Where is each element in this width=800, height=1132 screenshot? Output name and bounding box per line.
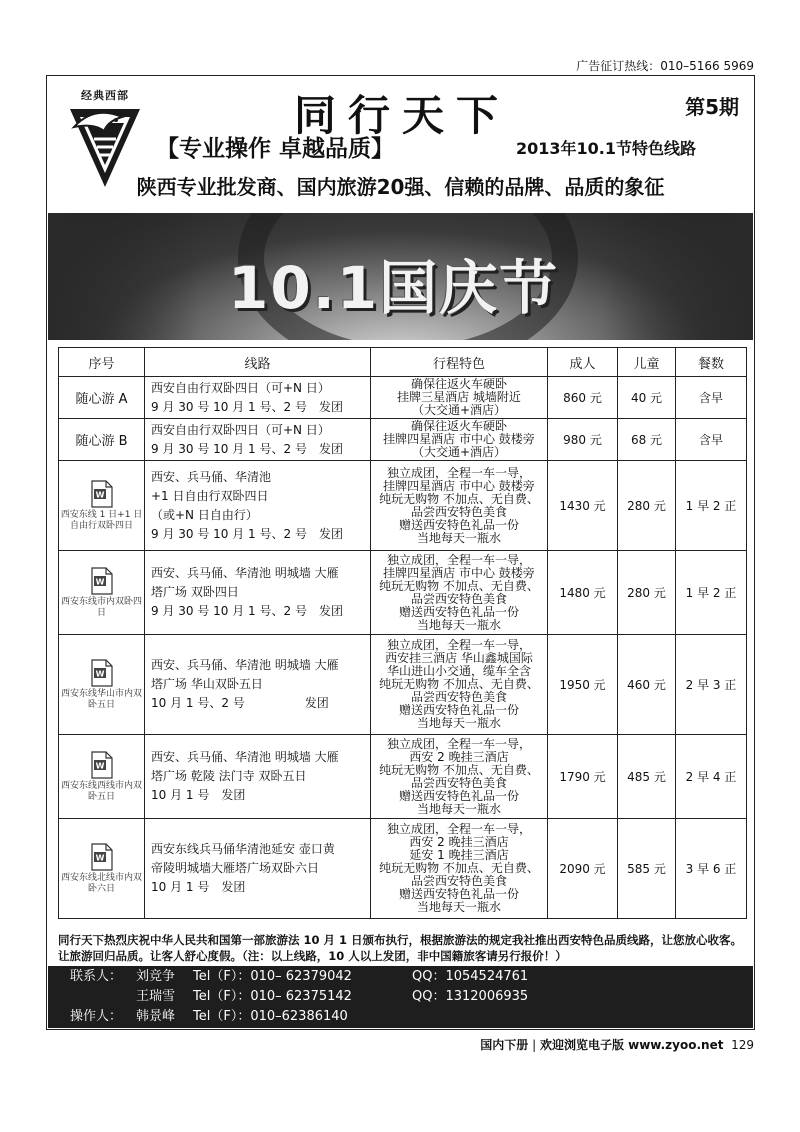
document-file-label[interactable]: 西安东线 1 日+1 日自由行双卧四日 — [60, 509, 143, 531]
feature-line: 纯玩无购物 不加点、无自费、 — [379, 578, 539, 593]
contact-row — [48, 1007, 753, 1027]
table-header-row — [59, 348, 747, 377]
feature-line: 品尝西安特色美食 — [410, 591, 507, 606]
svg-text:W: W — [95, 669, 104, 678]
feature-line: 独立成团，全程一车一导， — [386, 736, 531, 751]
contact-tel: Tel（F）：010– 62375142 — [193, 989, 352, 1004]
meals-cell: 2 早 3 正 — [676, 635, 747, 735]
feature-line: 当地每天一瓶水 — [416, 900, 501, 914]
svg-text:W: W — [95, 853, 104, 862]
route-line: 西安、兵马俑、华清池 — [151, 469, 272, 484]
feature-line: 纯玩无购物 不加点、无自费、 — [379, 677, 539, 691]
table-row — [59, 461, 747, 551]
col-header-route: 线路 — [145, 348, 371, 377]
route-line: 9 月 30 号 10 月 1 号、2 号 发团 — [151, 526, 343, 541]
route-cell — [145, 377, 371, 419]
page-footer — [480, 1036, 754, 1053]
feature-line: 赠送西安特色礼品一份 — [398, 887, 519, 901]
child-price-cell: 40 元 — [618, 377, 676, 419]
route-cell — [145, 819, 371, 919]
col-header-features: 行程特色 — [371, 348, 548, 377]
feature-line: 纯玩无购物 不加点、无自费、 — [379, 491, 539, 506]
feature-line: 西安挂三酒店 华山鑫城国际 — [385, 651, 533, 665]
feature-line: 独立成团，全程一车一导， — [386, 822, 531, 836]
contact-qq: QQ：1312006935 — [412, 989, 529, 1004]
meals-cell: 含早 — [676, 377, 747, 419]
route-line: 10 月 1 号 发团 — [151, 788, 246, 802]
feature-line: 独立成团，全程一车一导， — [386, 552, 531, 567]
row-index-label: 随心游 B — [75, 434, 128, 449]
row-index-label: 随心游 A — [75, 392, 128, 407]
features-cell — [371, 635, 548, 735]
document-file-label[interactable]: 西安东线北线市内双卧六日 — [60, 872, 142, 894]
col-header-meals: 餐数 — [676, 348, 747, 377]
routes-table-body — [59, 377, 747, 919]
route-line: 9 月 30 号 10 月 1 号、2 号 发团 — [151, 604, 343, 618]
child-price-cell: 280 元 — [618, 461, 676, 551]
word-document-icon[interactable] — [90, 751, 114, 779]
route-cell — [145, 735, 371, 819]
document-file-label[interactable]: 西安东线西线市内双卧五日 — [60, 780, 142, 802]
table-row — [59, 551, 747, 635]
route-line: 10 月 1 号、2 号 发团 — [151, 696, 329, 710]
tagline: 【专业操作 卓越品质】 — [156, 136, 395, 162]
features-cell — [371, 819, 548, 919]
contact-name: 刘竞争 — [136, 969, 176, 984]
adult-price-cell: 980 元 — [548, 419, 618, 461]
row-index-cell — [59, 419, 145, 461]
feature-line: 赠送西安特色礼品一份 — [398, 517, 519, 532]
magazine-title: 同行天下 — [294, 91, 511, 140]
table-row — [59, 377, 747, 419]
feature-line: 西安 2 晚挂三酒店 — [409, 749, 509, 764]
document-file-label[interactable]: 西安东线华山市内双卧五日 — [60, 688, 142, 710]
feature-line: 品尝西安特色美食 — [410, 874, 507, 888]
routes-table — [58, 347, 747, 919]
feature-line: （大交通+酒店） — [411, 403, 507, 417]
contact-tel: Tel（F）：010–62386140 — [193, 1009, 348, 1024]
features-cell — [371, 377, 548, 419]
route-cell — [145, 551, 371, 635]
feature-line: 华山进山小交通，缆车全含 — [386, 664, 531, 678]
feature-line: 独立成团，全程一车一导， — [386, 638, 531, 652]
word-document-icon[interactable] — [90, 659, 114, 687]
feature-line: 当地每天一瓶水 — [416, 801, 501, 816]
route-line: 西安自由行双卧四日（可+N 日） — [151, 380, 330, 395]
row-index-cell[interactable] — [59, 461, 145, 551]
row-index-cell[interactable] — [59, 551, 145, 635]
meals-cell: 3 早 6 正 — [676, 819, 747, 919]
col-header-index: 序号 — [59, 348, 145, 377]
word-document-icon[interactable] — [90, 567, 114, 595]
route-line: 9 月 30 号 10 月 1 号、2 号 发团 — [151, 399, 343, 414]
adult-price-cell: 2090 元 — [548, 819, 618, 919]
svg-text:W: W — [95, 761, 104, 770]
row-index-cell[interactable] — [59, 735, 145, 819]
feature-line: 纯玩无购物 不加点、无自费、 — [379, 861, 539, 875]
table-row — [59, 819, 747, 919]
svg-text:W: W — [95, 577, 104, 586]
adult-price-cell: 1950 元 — [548, 635, 618, 735]
features-cell — [371, 735, 548, 819]
document-file-label[interactable]: 西安东线市内双卧四日 — [60, 596, 142, 618]
meals-cell: 1 早 2 正 — [676, 461, 747, 551]
route-cell — [145, 461, 371, 551]
route-line: 塔广场 乾陵 法门寺 双卧五日 — [151, 769, 307, 783]
footer-section: 国内下册 — [480, 1038, 529, 1052]
feature-line: 确保往返火车硬卧 — [410, 377, 507, 391]
contact-qq: QQ：1054524761 — [412, 969, 529, 984]
row-index-cell[interactable] — [59, 635, 145, 735]
feature-line: 当地每天一瓶水 — [416, 716, 501, 730]
table-row — [59, 635, 747, 735]
feature-line: 挂牌四星酒店 市中心 鼓楼旁 — [383, 478, 535, 493]
meals-cell: 2 早 4 正 — [676, 735, 747, 819]
row-index-cell[interactable] — [59, 819, 145, 919]
adult-price-cell: 860 元 — [548, 377, 618, 419]
holiday-route-title: 2013年10.1节特色线路 — [516, 139, 697, 158]
route-line: 西安、兵马俑、华清池 明城墙 大雁 — [151, 750, 339, 764]
route-line: +1 日自由行双卧四日 — [151, 488, 269, 503]
adult-price-cell: 1480 元 — [548, 551, 618, 635]
col-header-adult: 成人 — [548, 348, 618, 377]
footer-text: 欢迎浏览电子版 www.zyoo.net — [539, 1038, 724, 1052]
child-price-cell: 585 元 — [618, 819, 676, 919]
contact-role: 联系人： — [70, 969, 123, 984]
feature-line: 挂牌四星酒店 市中心 鼓楼旁 — [383, 565, 535, 580]
feature-line: 品尝西安特色美食 — [410, 504, 507, 519]
table-row — [59, 735, 747, 819]
issue-number: 第5期 — [685, 95, 739, 119]
ad-hotline: 广告征订热线：010–5166 5969 — [576, 59, 754, 73]
feature-line: 确保往返火车硬卧 — [410, 419, 507, 433]
national-day-banner — [48, 213, 753, 340]
child-price-cell: 280 元 — [618, 551, 676, 635]
row-index-cell — [59, 377, 145, 419]
meals-cell: 含早 — [676, 419, 747, 461]
logo-text: 经典西部 — [81, 89, 129, 102]
route-line: 帝陵明城墙大雁塔广场双卧六日 — [151, 861, 320, 875]
contact-tel: Tel（F）：010– 62379042 — [193, 969, 352, 984]
features-cell — [371, 551, 548, 635]
route-line: 西安、兵马俑、华清池 明城墙 大雁 — [151, 566, 339, 580]
feature-line: 赠送西安特色礼品一份 — [398, 788, 519, 803]
feature-line: 独立成团，全程一车一导， — [386, 465, 531, 480]
feature-line: 当地每天一瓶水 — [416, 530, 501, 545]
svg-text:W: W — [95, 490, 104, 499]
child-price-cell: 485 元 — [618, 735, 676, 819]
contact-row — [48, 967, 753, 987]
child-price-cell: 460 元 — [618, 635, 676, 735]
route-line: （或+N 日自由行） — [151, 507, 258, 522]
feature-line: 挂牌四星酒店 市中心 鼓楼旁 — [383, 432, 535, 446]
slogan: 陕西专业批发商、国内旅游20强、信赖的品牌、品质的象征 — [136, 175, 665, 199]
feature-line: 纯玩无购物 不加点、无自费、 — [379, 762, 539, 777]
route-line: 西安东线兵马俑华清池延安 壶口黄 — [151, 842, 335, 856]
table-row — [59, 419, 747, 461]
contact-name: 王瑞雪 — [136, 989, 176, 1004]
contact-row — [48, 987, 753, 1007]
contact-role: 操作人： — [70, 1009, 123, 1024]
footer-separator: | — [528, 1038, 540, 1052]
feature-line: 挂牌三星酒店 城墙附近 — [397, 390, 521, 404]
word-document-icon[interactable] — [90, 480, 114, 508]
notice-text: 同行天下热烈庆祝中华人民共和国第一部旅游法 10 月 1 日颁布执行，根据旅游法的规定我社推出西安特色品质线路，让您放心收客。让旅游回归品质。让客人舒心度假。（注：以上线路，10 人以上发团，非中国籍旅客请另行报价！） — [58, 933, 743, 963]
features-cell — [371, 461, 548, 551]
child-price-cell: 68 元 — [618, 419, 676, 461]
feature-line: 品尝西安特色美食 — [410, 690, 507, 704]
feature-line: 当地每天一瓶水 — [416, 617, 501, 632]
route-cell — [145, 419, 371, 461]
feature-line: 延安 1 晚挂三酒店 — [409, 848, 509, 862]
header — [46, 75, 755, 213]
feature-line: 赠送西安特色礼品一份 — [398, 604, 519, 619]
meals-cell: 1 早 2 正 — [676, 551, 747, 635]
route-line: 塔广场 华山双卧五日 — [151, 677, 263, 691]
adult-price-cell: 1430 元 — [548, 461, 618, 551]
feature-line: 品尝西安特色美食 — [410, 775, 507, 790]
route-line: 10 月 1 号 发团 — [151, 880, 246, 894]
word-document-icon[interactable] — [90, 843, 114, 871]
route-line: 塔广场 双卧四日 — [151, 585, 239, 599]
adult-price-cell: 1790 元 — [548, 735, 618, 819]
route-line: 西安自由行双卧四日（可+N 日） — [151, 422, 330, 437]
feature-line: 西安 2 晚挂三酒店 — [409, 835, 509, 849]
route-line: 9 月 30 号 10 月 1 号、2 号 发团 — [151, 441, 343, 456]
route-cell — [145, 635, 371, 735]
contacts-panel — [48, 966, 753, 1028]
feature-line: （大交通+酒店） — [411, 445, 507, 459]
route-line: 西安、兵马俑、华清池 明城墙 大雁 — [151, 658, 339, 672]
col-header-child: 儿童 — [618, 348, 676, 377]
page-number: 129 — [731, 1038, 754, 1052]
features-cell — [371, 419, 548, 461]
contact-name: 韩景峰 — [136, 1009, 176, 1024]
banner-text: 10.1国庆节 — [228, 254, 560, 322]
feature-line: 赠送西安特色礼品一份 — [398, 703, 519, 717]
